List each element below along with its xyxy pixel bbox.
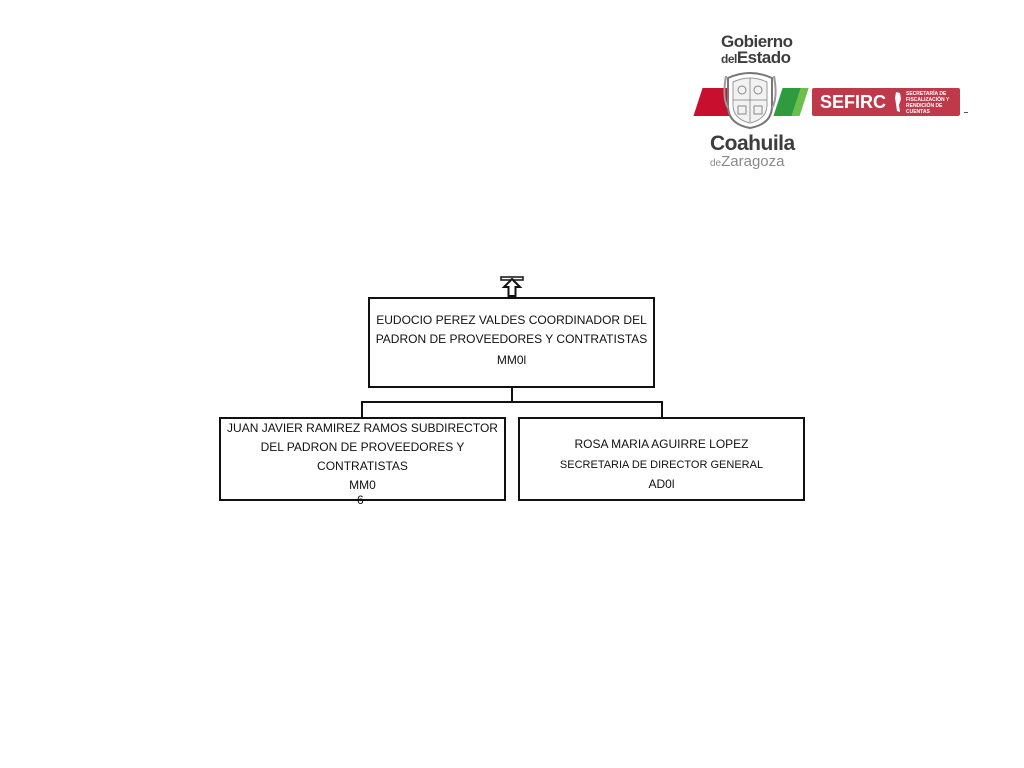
sefirc-subtitle-text: SECRETARÍA DE FISCALIZACIÓN Y RENDICIÓN DE CUENTAS <box>906 91 950 115</box>
up-arrow-icon <box>500 276 524 298</box>
logo-zaragoza-text: Zaragoza <box>721 153 785 170</box>
org-box-coordinator <box>368 297 655 388</box>
state-map-icon <box>894 91 902 113</box>
logo-de-zaragoza-text <box>710 153 785 170</box>
gobierno-coahuila-logo <box>696 30 976 172</box>
sefirc-text: SEFIRC <box>820 92 887 112</box>
subdirector-line1: JUAN JAVIER RAMIREZ RAMOS SUBDIRECTOR <box>227 421 498 435</box>
logo-gobierno-text: Gobierno <box>721 32 793 51</box>
coordinator-code: MM0l <box>496 353 527 367</box>
logo-del-text: del <box>721 52 737 66</box>
secretary-code: AD0l <box>648 477 675 491</box>
secretary-role: SECRETARIA DE DIRECTOR GENERAL <box>559 459 764 471</box>
logo-coahuila-text: Coahuila <box>710 132 795 155</box>
coat-of-arms-icon <box>722 68 778 130</box>
subdirector-line3: CONTRATISTAS <box>317 459 408 473</box>
sefirc-badge <box>812 88 960 116</box>
subdirector-code-digit: 6 <box>357 493 364 507</box>
org-box-secretary <box>518 417 805 501</box>
subdirector-code: MM0 <box>349 478 376 492</box>
logo-dash-mark <box>964 112 968 113</box>
connector-vertical-top <box>511 388 513 402</box>
coordinator-line1: EUDOCIO PEREZ VALDES COORDINADOR DEL <box>376 313 647 327</box>
org-box-subdirector <box>219 417 506 507</box>
secretary-name: ROSA MARIA AGUIRRE LOPEZ <box>574 437 749 451</box>
connector-horizontal <box>361 401 663 403</box>
connector-left-drop <box>361 401 363 417</box>
logo-del-estado-text <box>721 48 791 68</box>
coordinator-line2: PADRON DE PROVEEDORES Y CONTRATISTAS <box>375 332 648 346</box>
subdirector-line2: DEL PADRON DE PROVEEDORES Y <box>260 440 465 454</box>
logo-de-text: de <box>710 158 722 169</box>
logo-estado-text: Estado <box>736 48 791 67</box>
connector-right-drop <box>661 401 663 417</box>
